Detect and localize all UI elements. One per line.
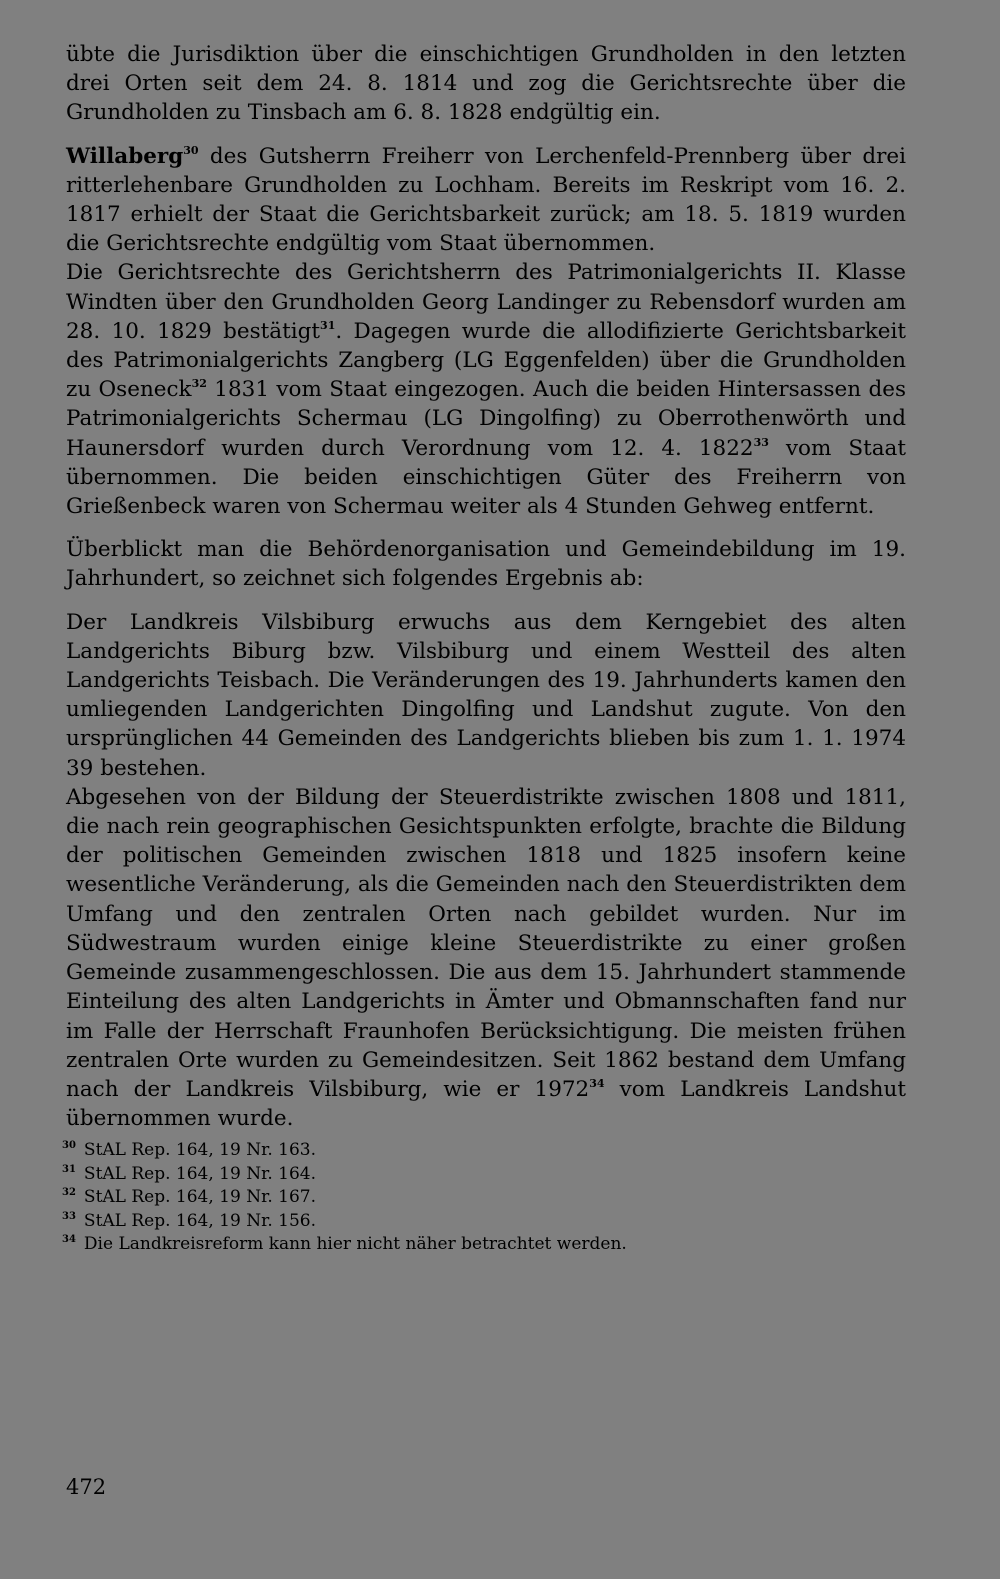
paragraph-2 (66, 142, 906, 259)
paragraph-1 (66, 40, 906, 128)
paragraph-4 (66, 535, 906, 593)
footnote (62, 1186, 922, 1210)
footnote-number: 30 (62, 1140, 76, 1151)
footnote-number: 33 (62, 1210, 76, 1222)
footnote-ref-30: 30 (183, 143, 199, 157)
paragraph-1-text: übte die Jurisdiktion über die einschichtigen Grundholden in den letzten drei Orten seit dem 24. 8. 1814 und zog die Gerichtsrechte über die Grundholden zu Tinsbach am 6. 8. 1828 endgültig ein. (66, 42, 906, 126)
paragraph-3-text-b: . Dagegen wurde die allodifizierte Gerichtsbarkeit des Patrimonialgerichts Zangberg (LG Eggenfelden) über die Grundholden zu Oseneck (66, 318, 906, 403)
paragraph-5-text: Der Landkreis Vilsbiburg erwuchs aus dem Kerngebiet des alten Landgerichts Biburg bzw. Vilsbiburg und einem Westteil des alten Landgerichts Teisbach. Die Veränderungen des 19. Jahrhunderts kamen den umliegenden Landgerichten Dingolfing und Landshut zugute. Von den ursprünglichen 44 Gemeinden des Landgerichts blieben bis zum 1. 1. 1974 39 bestehen. (66, 609, 906, 781)
paragraph-3-text-d: vom Staat übernommen. Die beiden einschichtigen Güter des Freiherrn von Grießenbeck waren von Schermau weiter als 4 Stunden Gehweg entfernt. (66, 435, 906, 520)
paragraph-4-text: Überblickt man die Behördenorganisation und Gemeindebildung im 19. Jahrhundert, so zeichnet sich folgendes Ergebnis ab: (66, 537, 906, 592)
paragraph-2-text: des Gutsherrn Freiherr von Lerchenfeld-Prennberg über drei ritterlehenbare Grundholden zu Lochham. Bereits im Reskript vom 16. 2. 1817 erhielt der Staat die Gerichtsbarkeit zurück; am 18. 5. 1819 wurden die Gerichtsrechte endgültig vom Staat übernommen. (66, 143, 906, 257)
footnote-text: StAL Rep. 164, 19 Nr. 163. (83, 1140, 317, 1160)
footnote-ref-31: 31 (320, 318, 336, 332)
footnote-number: 32 (62, 1187, 76, 1198)
paragraph-6-text-a: Abgesehen von der Bildung der Steuerdistrikte zwischen 1808 und 1811, die nach rein geographischen Gesichtspunkten erfolgte, brachte die Bildung der politischen Gemeinden zwischen 1818 und 1825 insofern keine wesentliche Veränderung, als die Gemeinden nach den Steuerdistrikten dem Umfang und den zentralen Orten nach gebildet wurden. Nur im Südwestraum wurden einige kleine Steuerdistrikte zu einer großen Gemeinde zusammengeschlossen. Die aus dem 15. Jahrhundert stammende Einteilung des alten Landgerichts in Ämter und Obmannschaften fand nur im Falle der Herrschaft Fraunhofen Berücksichtigung. Die meisten frühen zentralen Orte wurden zu Gemeindesitzen. Seit 1862 bestand dem Umfang nach der Landkreis Vilsbiburg, wie er 1972 (66, 784, 906, 1102)
footnote-text: StAL Rep. 164, 19 Nr. 164. (83, 1163, 317, 1184)
footnote (62, 1233, 922, 1257)
footnotes (62, 1139, 922, 1257)
page-body (66, 40, 906, 1133)
footnote-text: StAL Rep. 164, 19 Nr. 156. (83, 1210, 317, 1231)
footnote-text: Die Landkreisreform kann hier nicht näher betrachtet werden. (83, 1234, 627, 1254)
paragraph-5 (66, 608, 906, 783)
paragraph-3-text-a: Die Gerichtsrechte des Gerichtsherrn des Patrimonialgerichts II. Klasse Windten über den Grundholden Georg Landinger zu Rebensdorf wurden am 28. 10. 1829 bestätigt (66, 260, 906, 344)
footnote (62, 1210, 922, 1234)
footnote-ref-34: 34 (589, 1076, 605, 1090)
footnote-text: StAL Rep. 164, 19 Nr. 167. (83, 1187, 317, 1207)
footnote (62, 1139, 922, 1163)
paragraph-3-text-c: 1831 vom Staat eingezogen. Auch die beiden Hintersassen des Patrimonialgerichts Schermau (LG Dingolfing) zu Oberrothenwörth und Haunersdorf wurden durch Verordnung vom 12. 4. 1822 (66, 377, 906, 461)
footnote-ref-33: 33 (753, 435, 769, 449)
place-name-willaberg: Willaberg (66, 143, 184, 169)
footnote-number: 34 (62, 1234, 76, 1245)
paragraph-6 (66, 783, 906, 1133)
footnote-ref-32: 32 (191, 377, 207, 391)
paragraph-6-text-b: vom Landkreis Landshut übernommen wurde. (66, 1076, 907, 1132)
page-number: 472 (66, 1475, 107, 1499)
footnote (62, 1163, 922, 1187)
footnote-number: 31 (62, 1163, 76, 1175)
paragraph-3 (66, 258, 906, 521)
